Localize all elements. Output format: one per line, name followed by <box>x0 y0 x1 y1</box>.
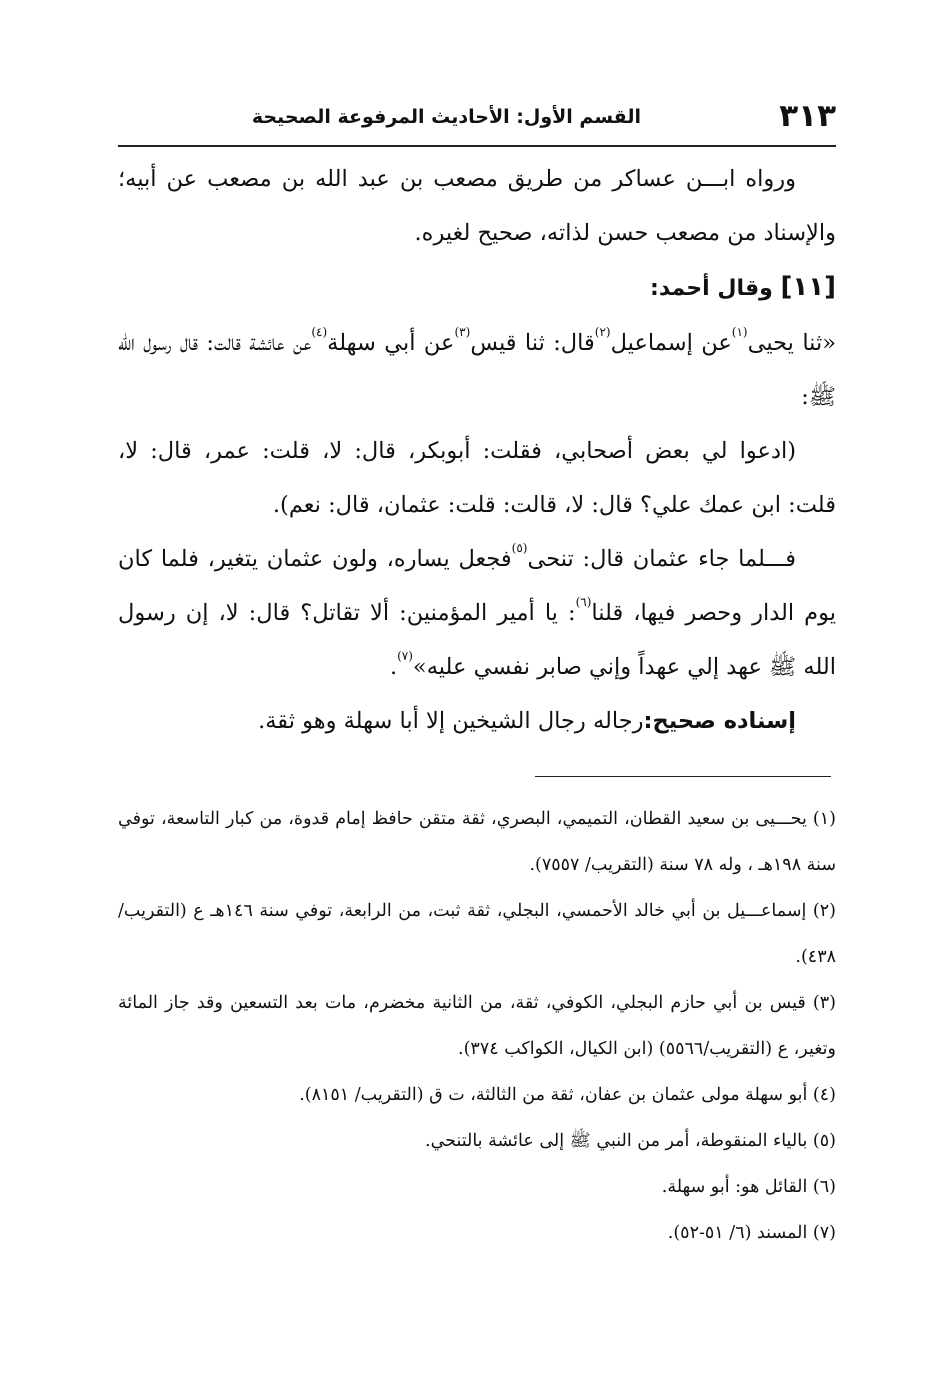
footnote-ref: (٢) <box>594 325 611 339</box>
footnote-5: (٥) بالياء المنقوطة، أمر من النبي ﷺ إلى عائشة بالتنحي. <box>425 1131 836 1151</box>
footnote-ref: (١) <box>731 325 748 339</box>
footnote-separator <box>535 776 831 777</box>
footnote-1: (١) يحـــيى بن سعيد القطان، التميمي، البصري، ثقة متقن حافظ إمام قدوة، من كبار التاسعة، توفي سنة ١٩٨هـ ، وله ٧٨ سنة (التقريب/ ٧٥٥٧). <box>118 809 836 875</box>
paragraph-isnad <box>118 316 836 424</box>
matn-segment: : يا أمير المؤمنين: ألا تقاتل؟ قال: لا، إن رسول الله ﷺ عهد إلي عهداً وإني صابر نفسي عليه» <box>118 600 836 680</box>
footnote-6: (٦) القائل هو: أبو سهلة. <box>661 1177 836 1197</box>
footnotes <box>118 796 836 1256</box>
footnote-ref: (٥) <box>511 541 528 555</box>
header-rule <box>118 145 836 147</box>
hadith-heading <box>118 260 836 316</box>
paragraph-matn-1: (ادعوا لي بعض أصحابي، فقلت: أبوبكر، قال: لا، قلت: عمر، قال: لا، قلت: ابن عمك علي؟ قال: لا، قالت: قلت: عثمان، قال: نعم). <box>118 438 836 518</box>
footnote-ref: (٦) <box>575 595 592 609</box>
running-title: القسم الأول: الأحاديث المرفوعة الصحيحة <box>251 106 641 128</box>
footnote-ref: (٧) <box>397 649 413 663</box>
footnote-7: (٧) المسند (٦/ ٥١-٥٢). <box>667 1223 836 1243</box>
hadith-heading-text: وقال أحمد: <box>650 276 773 301</box>
matn-segment: . <box>389 654 398 680</box>
isnad-segment: عن إسماعيل <box>610 330 732 356</box>
isnad-segment: عن عائشة قالت: قال رسول الله ﷺ: <box>118 330 836 410</box>
isnad-segment: «ثنا يحيى <box>747 330 837 356</box>
footnote-3: (٣) قيس بن أبي حازم البجلي، الكوفي، ثقة، من الثانية مخضرم، مات بعد التسعين وقد جاز المائة وتغير، ع (التقريب/٥٥٦٦) (ابن الكيال، الكواكب ٣٧٤). <box>118 993 836 1059</box>
paragraph-narration: ورواه ابـــن عساكر من طريق مصعب بن عبد الله بن مصعب عن أبيه؛ والإسناد من مصعب حسن لذاته، صحيح لغيره. <box>118 166 836 246</box>
matn-segment: فجعل يساره، ولون عثمان يتغير، فلما كان يوم الدار وحصر فيها، قلنا <box>118 546 837 626</box>
main-text <box>118 152 836 748</box>
paragraph-verdict <box>118 694 836 748</box>
isnad-segment: عن أبي سهلة <box>327 330 455 356</box>
page-number: ٣١٣ <box>779 98 836 134</box>
page-header <box>118 96 836 140</box>
footnote-ref: (٤) <box>311 325 328 339</box>
matn-segment: فـــلما جاء عثمان قال: تنحى <box>527 546 796 572</box>
hadith-number: [١١] <box>780 272 836 302</box>
footnote-2: (٢) إسماعـــيل بن أبي خالد الأحمسي، البجلي، ثقة ثبت، من الرابعة، توفي سنة ١٤٦هـ ع (التقريب/٤٣٨). <box>118 901 836 967</box>
verdict-text: رجاله رجال الشيخين إلا أبا سهلة وهو ثقة. <box>258 708 644 734</box>
paragraph-matn-2 <box>118 532 836 694</box>
isnad-segment: قال: ثنا قيس <box>470 330 595 356</box>
footnote-ref: (٣) <box>454 325 471 339</box>
footnote-4: (٤) أبو سهلة مولى عثمان بن عفان، ثقة من الثالثة، ت ق (التقريب/ ٨١٥١). <box>299 1085 836 1105</box>
verdict-label: إسناده صحيح: <box>643 708 796 734</box>
